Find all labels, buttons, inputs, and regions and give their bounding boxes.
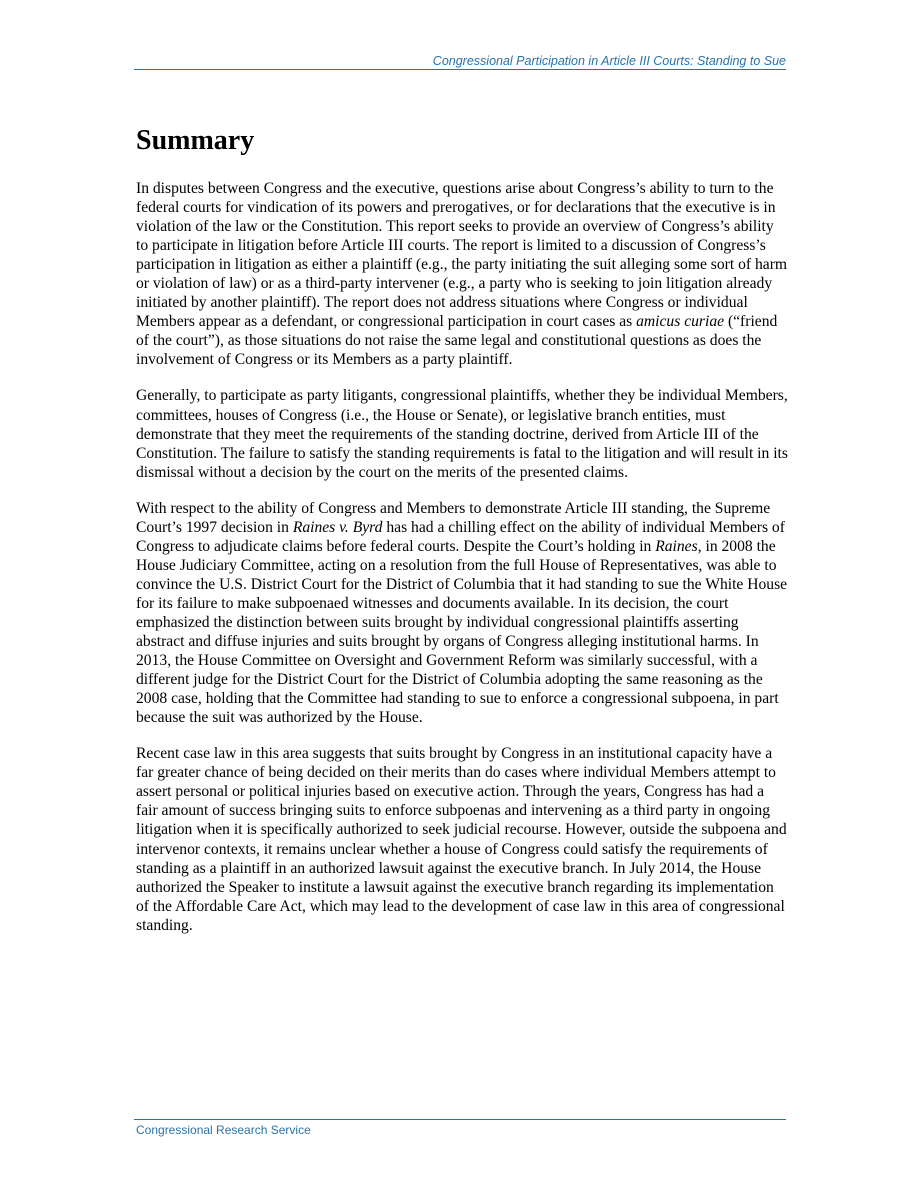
paragraph-text: has had a chilling effect on the ability of individual Members of Congress to adjudicate claims before federal courts. Despite the Court’s holding in (136, 518, 785, 555)
summary-body (136, 179, 788, 952)
summary-paragraph-1 (136, 179, 788, 369)
italic-term-amicus-curiae: amicus curiae (636, 313, 725, 331)
italic-case-name-raines: Raines (655, 537, 698, 555)
paragraph-text: , in 2008 the House Judiciary Committee, acting on a resolution from the full House of Representatives, was able to convince the U.S. District Court for the District of Columbia that it had standing to sue the White House for its failure to make subpoenaed witnesses and documents available. In its decision, the court emphasized the distinction between suits brought by individual congressional plaintiffs asserting abstract and diffuse injuries and suits brought by organs of Congress alleging institutional harms. In 2013, the House Committee on Oversight and Government Reform was similarly successful, with a different judge for the District Court for the District of Columbia adopting the same reasoning as the 2008 case, holding that the Committee had standing to sue to enforce a congressional subpoena, in part because the suit was authorized by the House. (136, 537, 788, 727)
header-divider (134, 69, 786, 70)
footer-organization: Congressional Research Service (136, 1123, 311, 1137)
summary-heading: Summary (136, 125, 255, 156)
paragraph-text: (“friend of the court”), as those situations do not raise the same legal and constitutional questions as does the involvement of Congress or its Members as a party plaintiff. (136, 313, 778, 369)
running-header-title: Congressional Participation in Article III Courts: Standing to Sue (432, 54, 786, 68)
summary-paragraph-4: Recent case law in this area suggests that suits brought by Congress in an institutional capacity have a far greater chance of being decided on their merits than do cases where individual Members attempt to assert personal or political injuries based on executive action. Through the years, Congress has had a fair amount of success bringing suits to enforce subpoenas and intervening as a third party in ongoing litigation when it is specifically authorized to seek judicial recourse. However, outside the subpoena and intervenor contexts, it remains unclear whether a house of Congress could satisfy the requirements of standing as a plaintiff in an authorized lawsuit against the executive branch. In July 2014, the House authorized the Speaker to institute a lawsuit against the executive branch regarding its implementation of the Affordable Care Act, which may lead to the development of case law in this area of congressional standing. (136, 745, 787, 934)
paragraph-text: With respect to the ability of Congress and Members to demonstrate Article III standing, the Supreme Court’s 1997 decision in (136, 499, 771, 536)
summary-paragraph-3 (136, 499, 788, 728)
italic-case-name-raines-v-byrd: Raines v. Byrd (292, 518, 383, 536)
footer-divider (134, 1119, 786, 1120)
summary-paragraph-2: Generally, to participate as party litigants, congressional plaintiffs, whether they be individual Members, committees, houses of Congress (i.e., the House or Senate), or legislative branch entities, must demonstrate that they meet the requirements of the standing doctrine, derived from Article III of the Constitution. The failure to satisfy the standing requirements is fatal to the litigation and will result in its dismissal without a decision by the court on the merits of the presented claims. (136, 387, 788, 481)
paragraph-text: In disputes between Congress and the executive, questions arise about Congress’s ability to turn to the federal courts for vindication of its powers and prerogatives, or for declarations that the executive is in violation of the law or the Constitution. This report seeks to provide an overview of Congress’s ability to participate in litigation before Article III courts. The report is limited to a discussion of Congress’s participation in litigation as either a plaintiff (e.g., the party initiating the suit alleging some sort of harm or violation of law) or as a third-party intervener (e.g., a party who is seeking to join litigation already initiated by another plaintiff). The report does not address situations where Congress or individual Members appear as a defendant, or congressional participation in court cases as (136, 180, 788, 331)
